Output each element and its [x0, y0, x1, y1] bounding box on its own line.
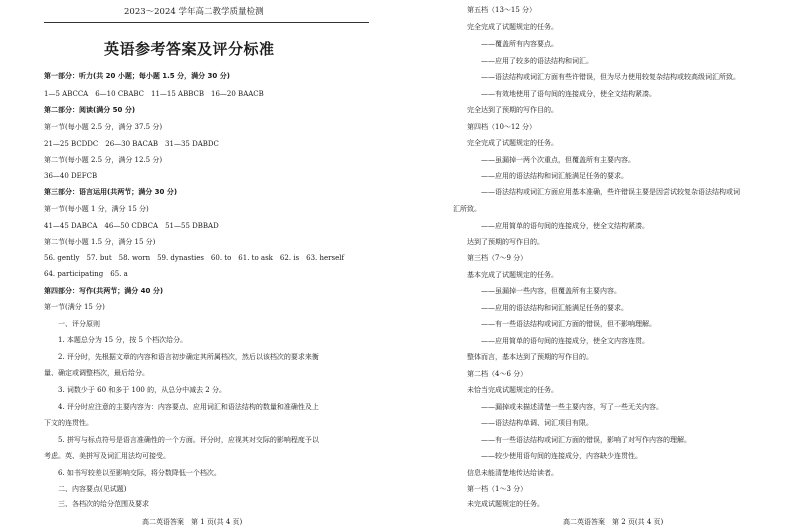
paragraph-line: 3. 词数少于 60 和多于 100 的，从总分中减去 2 分。 [58, 386, 226, 394]
page-title: 英语参考答案及评分标准 [104, 40, 275, 58]
answer-line: 36—40 DEFCB [44, 172, 98, 180]
paragraph-line: ——虽漏掉一些内容，但覆盖所有主要内容。 [481, 287, 621, 295]
paragraph-line: ——应用的语法结构和词汇能满足任务的要求。 [481, 172, 628, 180]
subsection-heading: 第二节(每小题 1.5 分，满分 15 分) [44, 238, 156, 246]
paragraph-line: ——应用的语法结构和词汇能满足任务的要求。 [481, 304, 628, 312]
paragraph-line: 完全完成了试题规定的任务。 [467, 139, 558, 147]
answer-line: 64. participating 65. a [44, 270, 128, 278]
paragraph-line: ——较少使用语句间的连接成分，内容缺少连贯性。 [481, 452, 642, 460]
section-listening: 第一部分：听力(共 20 小题；每小题 1.5 分，满分 30 分) [44, 72, 230, 80]
paragraph-line: ——应用简单的语句间的连接成分，使全文内容连贯。 [481, 337, 649, 345]
paragraph-line: ——语法结构或词汇方面应用基本准确，些许错误主要是因尝试较复杂语法结构或词 [481, 188, 740, 196]
paragraph-line: 未恰当完成试题规定的任务。 [467, 386, 558, 394]
paragraph-line: 信息未能清楚地传达给读者。 [467, 469, 558, 477]
paragraph-line: 三、各档次的给分范围及要求 [58, 500, 149, 508]
grade-band-heading: 第二档（4～6 分） [467, 370, 528, 378]
header-rule [44, 22, 369, 23]
subsection-heading: 第一节(每小题 2.5 分，满分 37.5 分) [44, 123, 163, 131]
paragraph-line: 二、内容要点(见试题) [58, 485, 127, 493]
paragraph-line: 5. 拼写与标点符号是语言准确性的一个方面。评分时，应视其对交际的影响程度予以 [58, 436, 319, 444]
answer-line: 21—25 BCDDC 26—30 BACAB 31—35 DABDC [44, 140, 219, 148]
paragraph-line: 未完成试题规定的任务。 [467, 500, 544, 508]
paragraph-line: 2. 评分时，先根据文章的内容和语言初步确定其所属档次，然后以该档次的要求来衡 [58, 353, 319, 361]
paragraph-line: 6. 如书写较差以至影响交际，将分数降低一个档次。 [58, 469, 221, 477]
page-footer: 高二英语答案 第 2 页(共 4 页) [563, 518, 664, 526]
section-reading: 第二部分：阅读(满分 50 分) [44, 106, 136, 114]
paragraph-line: ——语法结构单调、词汇项目有限。 [481, 419, 593, 427]
subsection-heading: 第二节(每小题 2.5 分，满分 12.5 分) [44, 156, 163, 164]
exam-header: 2023～2024 学年高二教学质量检测 [124, 7, 264, 17]
page-footer: 高二英语答案 第 1 页(共 4 页) [142, 518, 243, 526]
grade-band-heading: 第五档（13～15 分） [467, 6, 537, 14]
paragraph-line: ——语法结构或词汇方面有些许错误，但为尽力使用较复杂结构或较高级词汇所致。 [481, 73, 740, 81]
paragraph-line: 基本完成了试题规定的任务。 [467, 271, 558, 279]
paragraph-line: ——有一些语法结构或词汇方面的错误，影响了对写作内容的理解。 [481, 436, 691, 444]
paragraph-line: 量、确定或调整档次，最后给分。 [44, 369, 149, 377]
answer-line: 41—45 DABCA 46—50 CDBCA 51—55 DBBAD [44, 222, 219, 230]
grade-band-heading: 第四档（10～12 分） [467, 123, 537, 131]
paragraph-line: 完全完成了试题规定的任务。 [467, 23, 558, 31]
section-language-use: 第三部分：语言运用(共两节；满分 30 分) [44, 188, 178, 196]
paragraph-line: 汇所致。 [453, 205, 481, 213]
paragraph-line: 下文的连贯性。 [44, 419, 93, 427]
paragraph-line: 完全达到了预期的写作目的。 [467, 106, 558, 114]
subsection-heading: 第一节(满分 15 分) [44, 303, 105, 311]
subsection-heading: 第一节(每小题 1 分，满分 15 分) [44, 205, 149, 213]
paragraph-line: 4. 评分时应注意的主要内容为：内容要点、应用词汇和语法结构的数量和准确性及上 [58, 403, 319, 411]
paragraph-line: ——覆盖所有内容要点。 [481, 40, 558, 48]
paragraph-line: ——虽漏掉一两个次重点，但覆盖所有主要内容。 [481, 156, 635, 164]
page-2 [397, 0, 794, 532]
answer-line: 56. gently 57. but 58. worn 59. dynasties 60. to 61. to ask 62. is 63. herself [44, 254, 345, 262]
paragraph-line: 1. 本题总分为 15 分，按 5 个档次给分。 [58, 336, 188, 344]
section-writing: 第四部分：写作(共两节；满分 40 分) [44, 287, 164, 295]
paragraph-line: ——漏掉或未描述清楚一些主要内容，写了一些无关内容。 [481, 403, 663, 411]
paragraph-line: ——应用了较多的语法结构和词汇。 [481, 57, 593, 65]
paragraph-line: 一、评分原则 [58, 320, 100, 328]
paragraph-line: ——应用简单的语句间的连接成分，使全文结构紧凑。 [481, 222, 649, 230]
paragraph-line: ——有效地使用了语句间的连接成分，使全文结构紧凑。 [481, 90, 656, 98]
paragraph-line: ——有一些语法结构或词汇方面的错误，但不影响理解。 [481, 320, 656, 328]
answer-line: 1—5 ABCCA 6—10 CBABC 11—15 ABBCB 16—20 BAACB [44, 90, 264, 98]
paragraph-line: 达到了预期的写作目的。 [467, 238, 544, 246]
paragraph-line: 考虑。英、美拼写及词汇用法均可接受。 [44, 452, 170, 460]
grade-band-heading: 第三档（7～9 分） [467, 254, 528, 262]
grade-band-heading: 第一档（1～3 分） [467, 485, 528, 493]
paragraph-line: 整体而言，基本达到了预期的写作目的。 [467, 353, 593, 361]
